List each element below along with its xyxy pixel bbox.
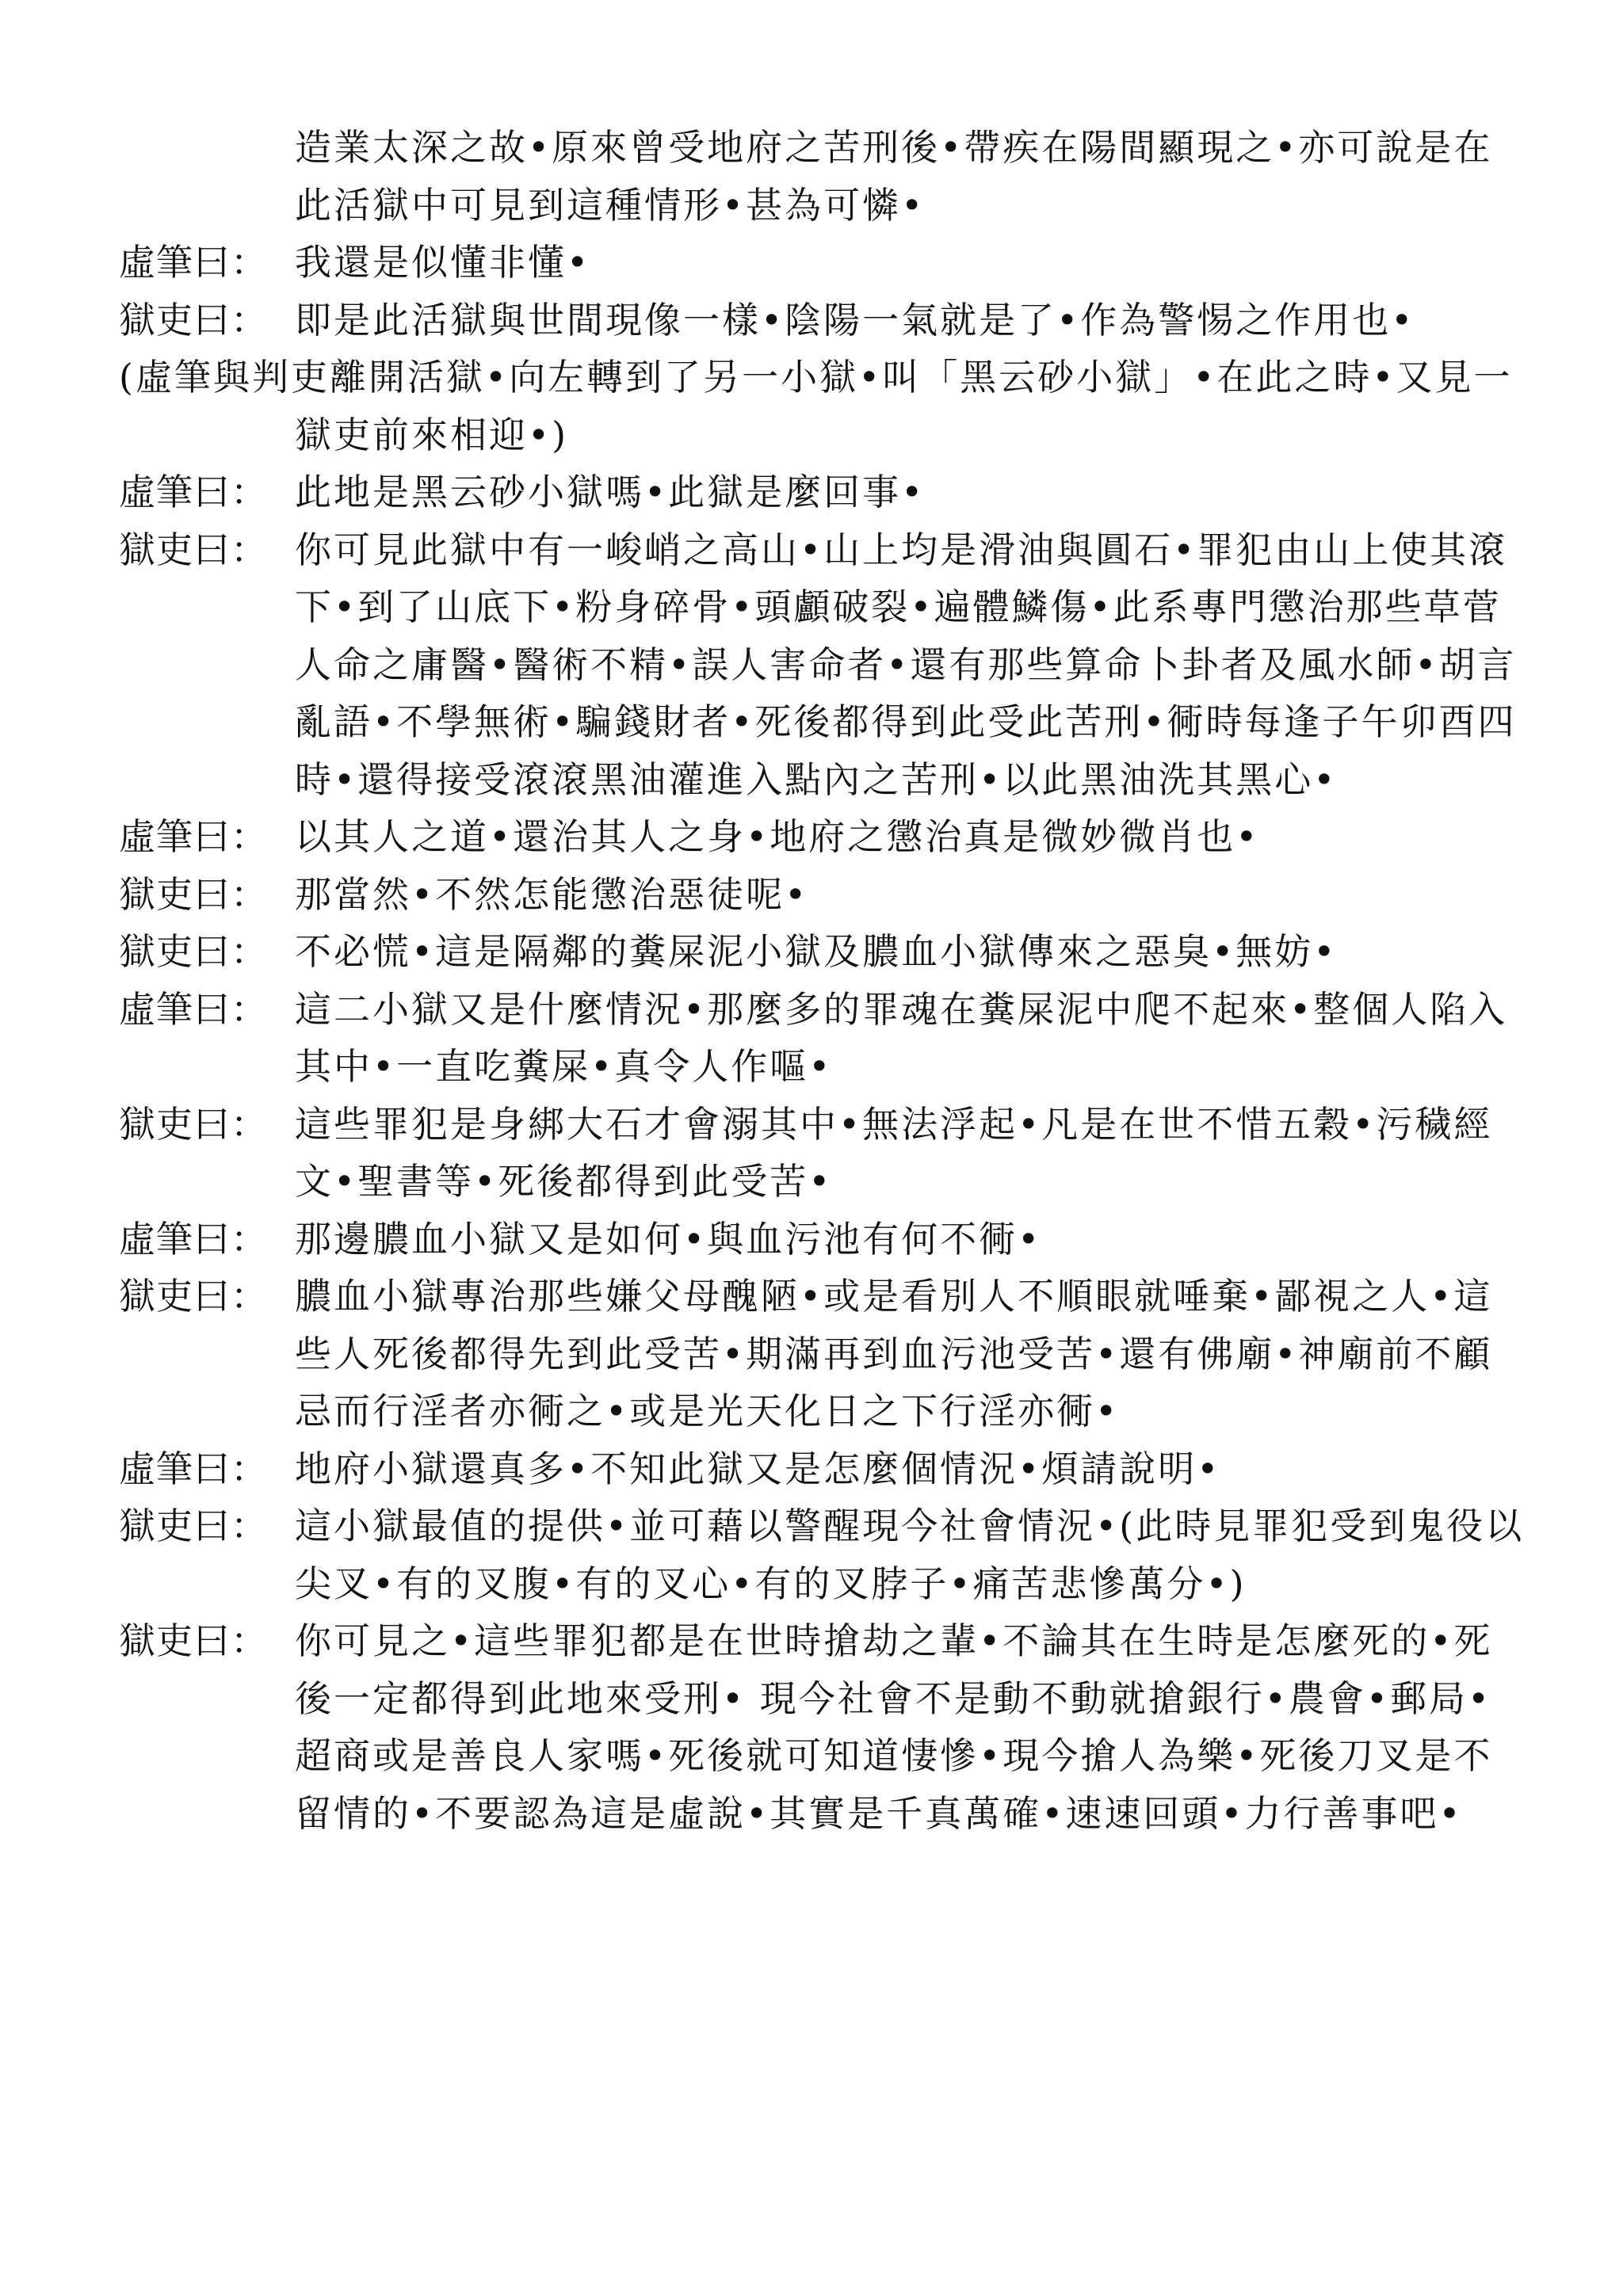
dialogue-text: 你可見之•這些罪犯都是在世時搶劫之輩•不論其在生時是怎麼死的•死後一定都得到此地來受刑• 現今社會不是動不動就搶銀行•農會•郵局•超商或是善良人家嗎•死後就可知道悽慘•現今搶人為樂•死後刀叉是不留情的•不要認為這是虛說•其實是千真萬確•速速回頭•力行善事吧•: [295, 1619, 1493, 1835]
dialogue-entry: [119, 808, 1529, 866]
dialogue-text: 不必慌•這是隔鄰的糞屎泥小獄及膿血小獄傳來之惡臭•無妨•: [295, 930, 1338, 973]
dialogue-entry: [119, 521, 1529, 809]
dialogue-entry: [119, 981, 1529, 1096]
dialogue-text: 此地是黑云砂小獄嗎•此獄是麼回事•: [295, 471, 926, 513]
dialogue-entry: [119, 1211, 1529, 1268]
narration-note-text: (虛筆與判吏離開活獄•向左轉到了另一小獄•叫「黑云砂小獄」•在此之時•又見一獄吏前來相迎•): [119, 356, 1513, 456]
speaker-label: 獄吏曰：: [119, 1505, 268, 1547]
dialogue-text: 你可見此獄中有一峻峭之高山•山上均是滑油與圓石•罪犯由山上使其滾下•到了山底下•粉身碎骨•頭顱破裂•遍體鱗傷•此系專門懲治那些草菅人命之庸醫•醫術不精•誤人害命者•還有那些算命卜卦者及風水師•胡言亂語•不學無術•騙錢財者•死後都得到此受此苦刑•衕時每逢子午卯酉四時•還得接受滾滾黑油灌進入點內之苦刑•以此黑油洗其黑心•: [295, 528, 1517, 801]
speaker-label: 虛筆曰：: [119, 471, 268, 513]
speaker-label: 獄吏曰：: [119, 1275, 268, 1318]
speaker-label: 虛筆曰：: [119, 815, 268, 858]
narration-note: [119, 349, 1529, 463]
dialogue-text: 這二小獄又是什麼情況•那麼多的罪魂在糞屎泥中爬不起來•整個人陷入其中•一直吃糞屎•真令人作嘔•: [295, 987, 1508, 1088]
dialogue-entry: [119, 234, 1529, 292]
dialogue-text: 膿血小獄專治那些嫌父母醜陋•或是看別人不順眼就唾棄•鄙視之人•這些人死後都得先到此受苦•期滿再到血污池受苦•還有佛廟•神廟前不顧忌而行淫者亦衕之•或是光天化日之下行淫亦衕•: [295, 1275, 1493, 1432]
dialogue-entry: [119, 1497, 1529, 1612]
dialogue-entry: [119, 1096, 1529, 1211]
speaker-label: 獄吏曰：: [119, 872, 268, 916]
dialogue-entry: [119, 1268, 1529, 1440]
dialogue-entry: [119, 292, 1529, 349]
speaker-label: 獄吏曰：: [119, 1102, 268, 1146]
continuation-paragraph: [119, 119, 1529, 234]
speaker-label: 虛筆曰：: [119, 987, 268, 1031]
dialogue-text: 這小獄最值的提供•並可藉以警醒現今社會情況•(此時見罪犯受到鬼役以尖叉•有的叉腹•有的叉心•有的叉脖子•痛苦悲慘萬分•): [295, 1505, 1525, 1605]
speaker-label: 虛筆曰：: [119, 1447, 268, 1490]
dialogue-entry: [119, 463, 1529, 521]
dialogue-text: 那當然•不然怎能懲治惡徒呢•: [295, 872, 809, 916]
dialogue-entry: [119, 1440, 1529, 1498]
dialogue-text: 地府小獄還真多•不知此獄又是怎麼個情況•煩請說明•: [295, 1447, 1221, 1490]
speaker-label: 獄吏曰：: [119, 298, 268, 341]
speaker-label: 虛筆曰：: [119, 241, 268, 284]
document-body: [119, 119, 1529, 1842]
dialogue-text: 即是此活獄與世間現像一樣•陰陽一氣就是了•作為警惕之作用也•: [295, 298, 1415, 341]
speaker-label: 獄吏曰：: [119, 1619, 268, 1662]
speaker-label: 獄吏曰：: [119, 528, 268, 571]
speaker-label: 獄吏曰：: [119, 930, 268, 973]
speaker-label: 虛筆曰：: [119, 1217, 268, 1261]
dialogue-entry: [119, 923, 1529, 981]
dialogue-text: 那邊膿血小獄又是如何•與血污池有何不衕•: [295, 1217, 1042, 1261]
dialogue-text: 我還是似懂非懂•: [295, 241, 591, 284]
dialogue-text: 以其人之道•還治其人之身•地府之懲治真是微妙微肖也•: [295, 815, 1260, 858]
dialogue-text: 這些罪犯是身綁大石才會溺其中•無法浮起•凡是在世不惜五穀•污穢經文•聖書等•死後都得到此受苦•: [295, 1102, 1493, 1203]
paragraph-text: 造業太深之故•原來曾受地府之苦刑後•帶疾在陽間顯現之•亦可說是在此活獄中可見到這種情形•甚為可憐•: [295, 126, 1493, 227]
dialogue-entry: [119, 1612, 1529, 1842]
dialogue-entry: [119, 866, 1529, 924]
